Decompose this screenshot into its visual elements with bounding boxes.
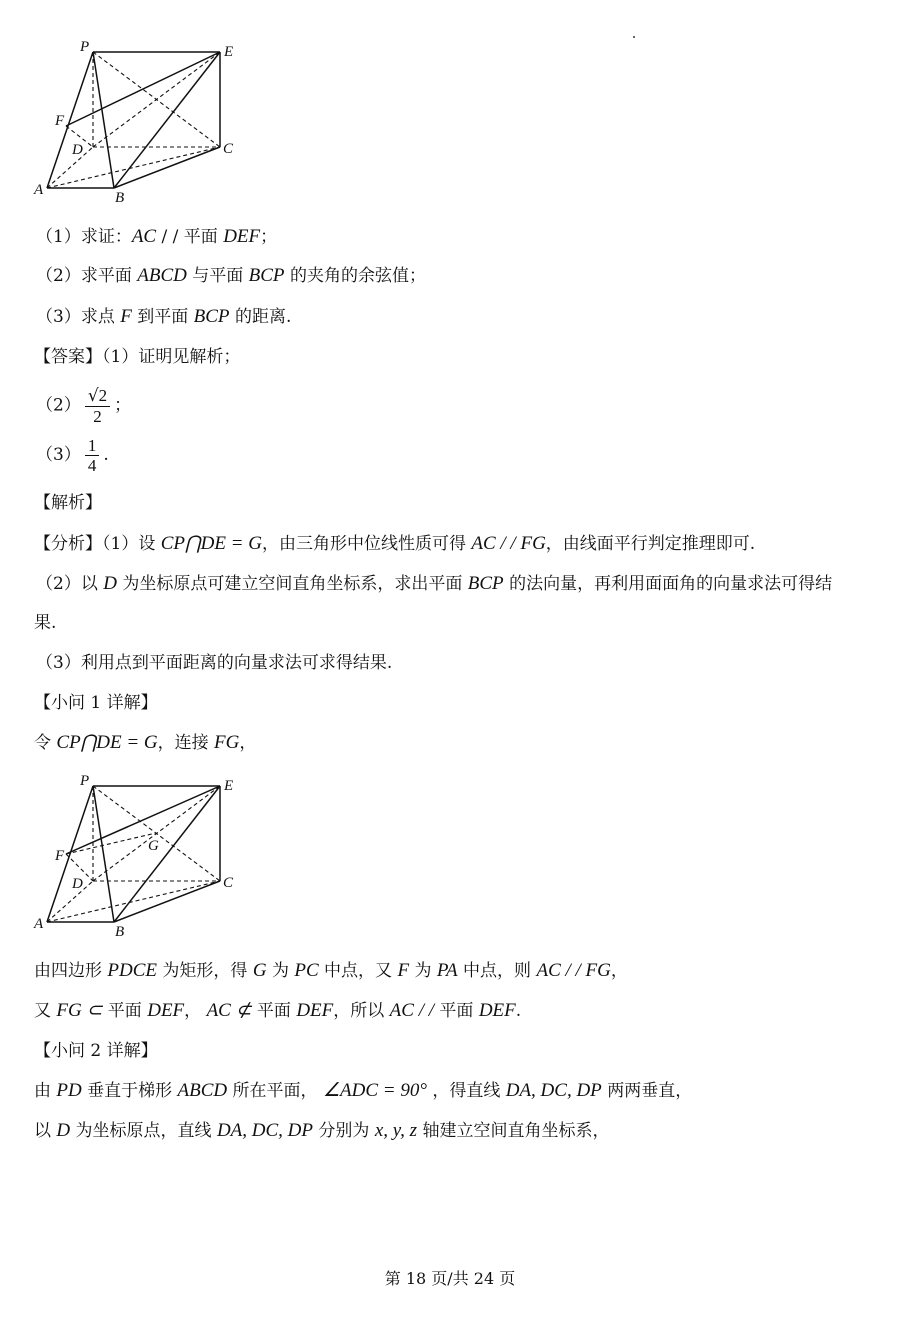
sub1-l1-text-b: ，连接 [157,733,215,753]
sub1-l2-text-g: ， [610,961,628,981]
sub1-l2-text-e: 为 [409,961,437,981]
question-2-text-b: 与平面 [186,266,249,286]
sub2-l2-text-a: 以 [34,1121,57,1141]
label-P: P [80,773,90,789]
answer-3-denominator: 4 [87,456,97,475]
sub1-l1-text-c: ， [239,733,257,753]
sub1-l2-text-d: 中点，又 [318,961,398,981]
label-C: C [223,875,234,891]
sub1-l3-text-f: 平面 [434,1001,479,1021]
sub2-l1-text-c: 所在平面， [227,1081,323,1101]
answer-tag: 【答案】 [34,347,102,367]
label-F: F [55,848,65,864]
sub1-l2-text-c: 为 [266,961,295,981]
question-3-text-a: 求点 [80,307,121,327]
sub2-l1-text-d: ，得直线 [426,1081,506,1101]
question-2-text-a: 求平面 [80,266,138,286]
question-1-number: （1） [36,227,81,247]
sub1-l1-math-a: CP⋂DE = G [56,732,158,753]
sub2-line-2 [34,1120,609,1142]
sub2-l1-text-b: 垂直于梯形 [81,1081,178,1101]
label-F: F [55,113,65,129]
sub1-l3-text-g: . [515,1001,522,1021]
page-footer: 第 18 页/共 24 页 [384,1269,516,1288]
question-1 [36,226,277,248]
question-3-number: （3） [36,307,81,327]
analysis-2-math-a: D [103,573,117,594]
analysis-2-text-c: 的法向量，再利用面面角的向量求法可得结 [503,574,833,594]
sub1-line-2 [34,960,628,982]
sub1-l1-math-b: FG [214,732,240,753]
sub1-l3-text-d: 平面 [251,1001,297,1021]
answer-2-denominator: 2 [93,407,102,426]
analysis-2-math-b: BCP [467,573,504,594]
analysis-2-text-b: 为坐标原点可建立空间直角坐标系，求出平面 [116,574,468,594]
sub2-line-1 [34,1080,692,1102]
sub1-line-3 [34,1000,521,1022]
sub2-l1-math-a: PD [56,1080,82,1101]
analysis-1-text-b: ，由三角形中位线性质可得 [261,534,472,554]
geometry-figure-2 [28,770,258,940]
sub2-l2-math-a: D [56,1120,71,1141]
answer-2-fraction [85,386,110,426]
answer-3-numerator: 1 [85,436,100,456]
question-3-math-b: BCP [193,306,230,327]
sub1-l3-math-e: AC / / [389,1000,435,1021]
analysis-2-text-a: （2）以 [36,574,104,594]
analysis-1-text-a: （1）设 [102,534,161,554]
question-3 [36,306,291,328]
sub1-line-1 [34,732,256,754]
figure-2-svg [28,770,258,940]
sub2-l1-math-c: ∠ADC = 90° [322,1080,427,1101]
sub1-l3-math-a: FG ⊂ [56,1000,103,1021]
answer-line-1 [34,346,240,368]
label-E: E [224,778,234,794]
answer-2-tail: ； [114,395,132,416]
sub2-l2-text-b: 为坐标原点，直线 [70,1121,217,1141]
answer-2-number: （2） [36,395,81,416]
analysis-line-2 [36,573,832,595]
label-G: G [148,838,159,854]
sub1-l3-math-d: DEF [296,1000,334,1021]
question-2-number: （2） [36,266,81,286]
analysis-line-1 [34,533,755,555]
sub1-l3-math-b: DEF [147,1000,185,1021]
question-1-text-a: 求证： [80,227,132,247]
answer-3-number: （3） [36,445,81,465]
answer-3-tail: . [103,445,109,465]
analysis-line-3: （3）利用点到平面距离的向量求法可求得结果. [36,653,393,673]
analysis-line-2-cont: 果. [34,613,57,633]
sub1-l2-math-a: PDCE [107,960,158,981]
answer-2-numerator: 2 [98,386,108,405]
sub1-l2-math-e: PA [436,960,458,981]
fenxi-tag: 【分析】 [34,534,102,554]
sub1-l3-math-f: DEF [478,1000,516,1021]
question-3-text-c: 的距离. [229,307,292,327]
label-D: D [72,876,83,892]
answer-line-3 [36,436,109,475]
question-2-text-c: 的夹角的余弦值； [284,266,426,286]
label-D: D [72,142,83,158]
question-2-math-a: ABCD [137,265,187,286]
sub1-l1-text-a: 令 [34,733,57,753]
analysis-1-text-c: ，由线面平行判定推理即可. [545,534,756,554]
sub1-l3-math-c: AC ⊄ [206,1000,252,1021]
sub2-tag: 【小问 2 详解】 [34,1041,158,1061]
question-1-math-b: DEF [223,226,261,247]
geometry-figure-1 [28,36,258,206]
sub1-l3-text-e: ，所以 [333,1001,390,1021]
scan-speck [633,36,635,38]
sub1-l2-text-b: 为矩形，得 [157,961,253,981]
question-1-text-c: ； [260,227,278,247]
question-2 [36,265,426,287]
sub1-l2-math-c: PC [294,960,319,981]
label-B: B [115,190,125,206]
analysis-1-math-b: AC / / FG [471,533,546,554]
figure-1-svg [28,36,258,206]
sqrt-symbol: √ [87,386,99,406]
sub1-l2-text-f: 中点，则 [457,961,537,981]
sub1-tag: 【小问 1 详解】 [34,693,158,713]
label-A: A [34,916,44,932]
question-1-math-a: AC [131,226,157,247]
sub2-l2-text-d: 轴建立空间直角坐标系， [417,1121,610,1141]
label-B: B [115,924,125,940]
sub1-l2-math-b: G [252,960,267,981]
question-2-math-b: BCP [248,265,285,286]
label-A: A [34,182,44,198]
question-1-text-b: / / 平面 [156,227,224,247]
question-3-math-a: F [120,306,132,327]
sub1-l3-text-a: 又 [34,1001,57,1021]
sub2-l1-text-a: 由 [34,1081,57,1101]
sub1-l3-text-c: ， [184,1001,207,1021]
sub1-l2-math-d: F [397,960,410,981]
sub1-l3-text-b: 平面 [102,1001,148,1021]
sub1-l2-text-a: 由四边形 [34,961,108,981]
sub2-l2-math-b: DA, DC, DP [216,1120,314,1141]
analysis-tag: 【解析】 [34,493,102,513]
sub2-l2-text-c: 分别为 [313,1121,375,1141]
analysis-1-math-a: CP⋂DE = G [160,533,262,554]
sub2-l1-math-d: DA, DC, DP [505,1080,602,1101]
answer-line-2 [36,386,131,426]
sub1-l2-math-f: AC / / FG [536,960,611,981]
sub2-l1-text-e: 两两垂直， [601,1081,693,1101]
answer-1: （1）证明见解析； [102,347,241,367]
question-3-text-b: 到平面 [131,307,194,327]
sub2-l2-math-c: x, y, z [374,1120,418,1141]
label-P: P [80,39,90,55]
sub2-l1-math-b: ABCD [177,1080,228,1101]
label-E: E [224,44,234,60]
label-C: C [223,141,234,157]
answer-3-fraction [85,436,100,475]
